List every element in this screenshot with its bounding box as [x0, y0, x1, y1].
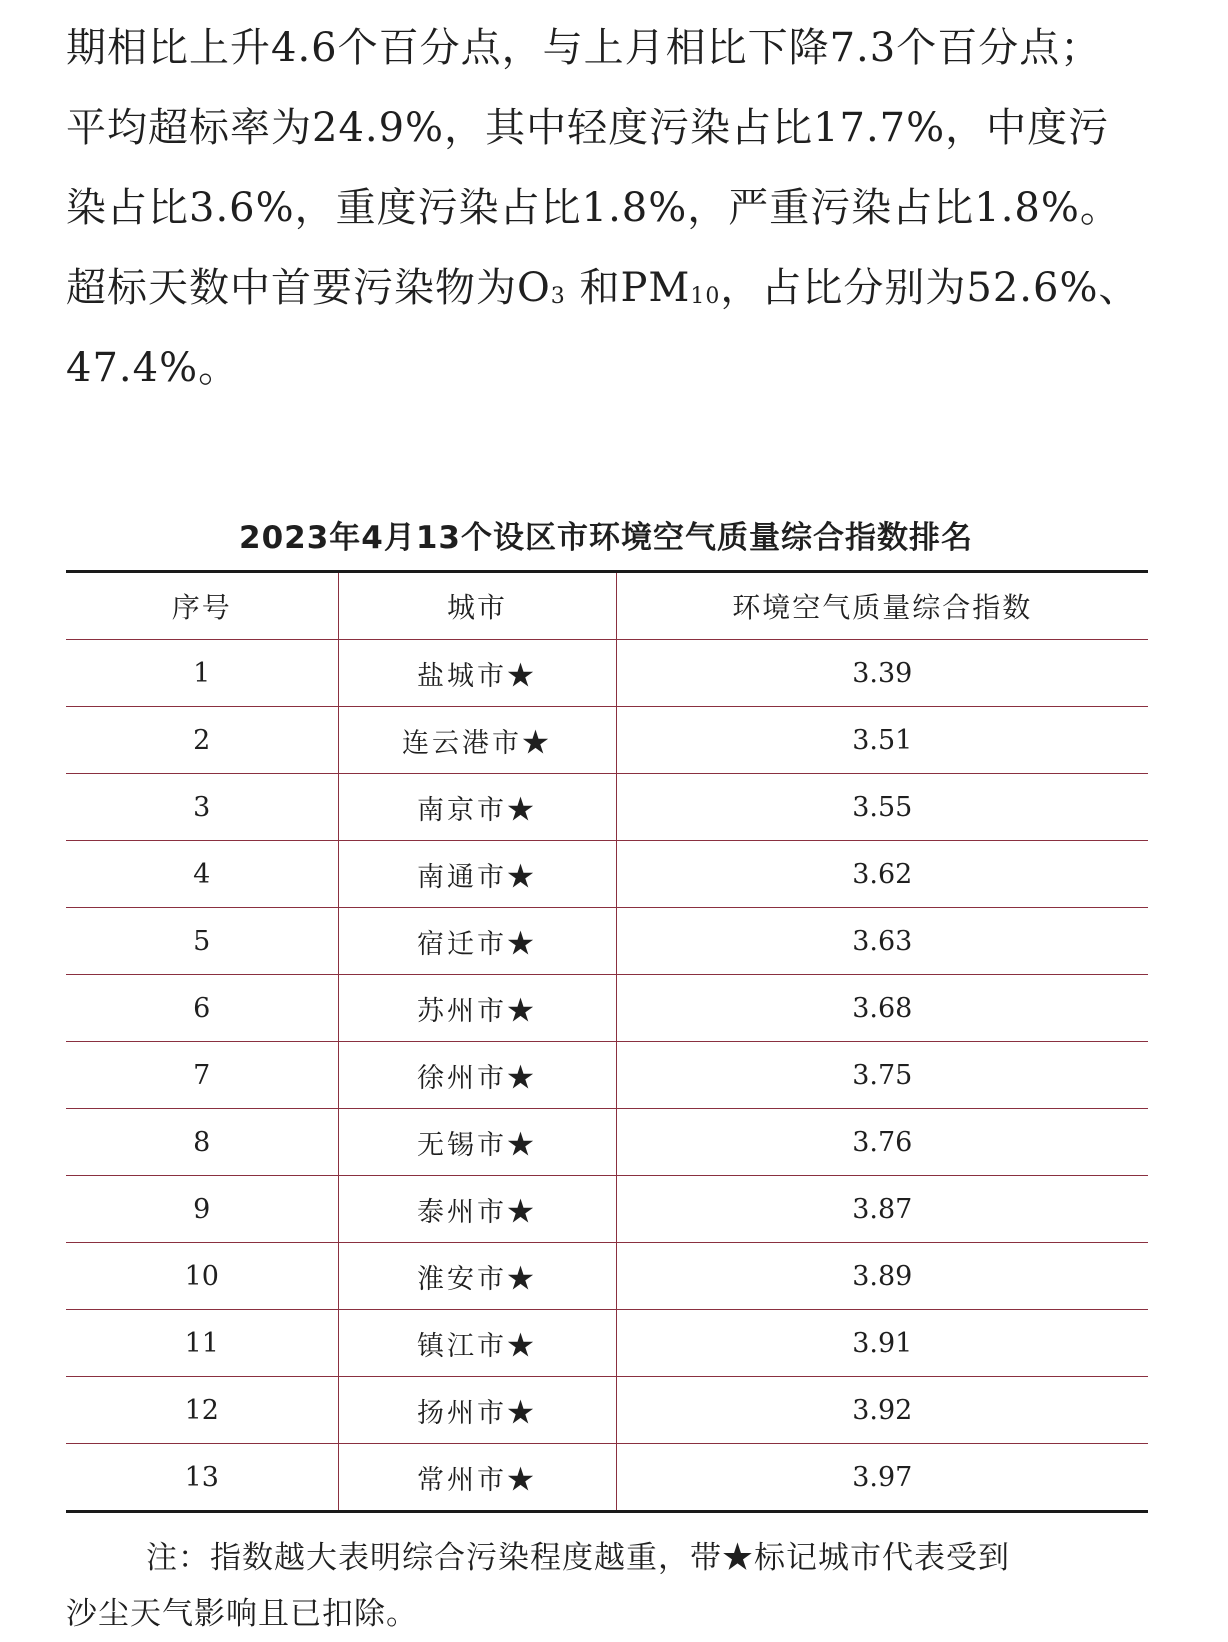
table-row — [66, 774, 1148, 841]
rank-cell: 6 — [66, 975, 338, 1042]
table-row — [66, 1377, 1148, 1444]
note-line: 沙尘天气影响且已扣除。 — [66, 1596, 418, 1632]
paragraph-line: 染占比3.6%，重度污染占比1.8%，严重污染占比1.8%。 — [66, 185, 1121, 231]
paragraph-line — [66, 248, 1166, 328]
paragraph-line: 平均超标率为24.9%，其中轻度污染占比17.7%，中度污 — [66, 105, 1110, 151]
paragraph-line: 期相比上升4.6个百分点，与上月相比下降7.3个百分点； — [66, 25, 1102, 71]
subscript: 3 — [550, 284, 566, 309]
index-cell: 3.91 — [616, 1310, 1148, 1377]
rank-cell: 5 — [66, 908, 338, 975]
city-cell: 淮安市★ — [338, 1243, 616, 1310]
subscript: 10 — [690, 284, 721, 309]
index-cell: 3.89 — [616, 1243, 1148, 1310]
rank-cell: 7 — [66, 1042, 338, 1109]
rank-cell: 4 — [66, 841, 338, 908]
table-body — [66, 640, 1148, 1512]
paragraph-line: 47.4%。 — [66, 345, 240, 391]
rank-cell: 1 — [66, 640, 338, 707]
index-cell: 3.55 — [616, 774, 1148, 841]
header-city: 城市 — [338, 572, 616, 640]
index-cell: 3.62 — [616, 841, 1148, 908]
index-cell: 3.76 — [616, 1109, 1148, 1176]
rank-cell: 13 — [184, 1461, 219, 1493]
paragraph-text: 超标天数中首要污染物为O — [66, 265, 551, 311]
rank-cell: 11 — [66, 1310, 338, 1377]
table-row — [66, 1176, 1148, 1243]
table-row — [66, 1109, 1148, 1176]
city-cell: 盐城市★ — [338, 640, 616, 707]
table-row — [66, 640, 1148, 707]
city-cell: 连云港市★ — [338, 707, 616, 774]
body-paragraph — [66, 8, 1166, 408]
city-cell: 苏州市★ — [338, 975, 616, 1042]
table-row — [66, 975, 1148, 1042]
rank-cell: 9 — [66, 1176, 338, 1243]
rank-cell: 12 — [66, 1377, 338, 1444]
city-cell: 宿迁市★ — [338, 908, 616, 975]
rank-cell: 8 — [66, 1109, 338, 1176]
index-cell: 3.75 — [616, 1042, 1148, 1109]
header-index: 环境空气质量综合指数 — [616, 572, 1148, 640]
paragraph-text: 和PM — [565, 265, 691, 311]
table-row — [66, 1243, 1148, 1310]
index-cell: 3.51 — [616, 707, 1148, 774]
city-cell: 无锡市★ — [338, 1109, 616, 1176]
index-cell: 3.97 — [616, 1444, 1148, 1512]
table-title: 2023年4月13个设区市环境空气质量综合指数排名 — [239, 520, 973, 556]
header-rank: 序号 — [66, 572, 338, 640]
city-cell: 徐州市★ — [338, 1042, 616, 1109]
index-cell: 3.63 — [616, 908, 1148, 975]
city-cell: 常州市★ — [338, 1444, 616, 1512]
rank-cell: 10 — [66, 1243, 338, 1310]
table-row — [66, 841, 1148, 908]
rank-cell: 2 — [66, 707, 338, 774]
table-note — [66, 1530, 1166, 1642]
index-cell: 3.68 — [616, 975, 1148, 1042]
ranking-table — [66, 570, 1148, 1513]
city-cell: 镇江市★ — [338, 1310, 616, 1377]
city-cell: 南京市★ — [338, 774, 616, 841]
note-line: 注：指数越大表明综合污染程度越重，带★标记城市代表受到 — [146, 1540, 1010, 1576]
city-cell: 扬州市★ — [338, 1377, 616, 1444]
table-row — [66, 1042, 1148, 1109]
city-cell: 南通市★ — [338, 841, 616, 908]
table-row — [66, 1444, 1148, 1512]
rank-cell: 3 — [66, 774, 338, 841]
city-cell: 泰州市★ — [338, 1176, 616, 1243]
table-row — [66, 707, 1148, 774]
table-row — [66, 908, 1148, 975]
index-cell: 3.87 — [616, 1176, 1148, 1243]
index-cell: 3.39 — [616, 640, 1148, 707]
table-row — [66, 1310, 1148, 1377]
index-cell: 3.92 — [616, 1377, 1148, 1444]
paragraph-text: ，占比分别为52.6%、 — [720, 265, 1140, 311]
table-header-row — [66, 572, 1148, 640]
